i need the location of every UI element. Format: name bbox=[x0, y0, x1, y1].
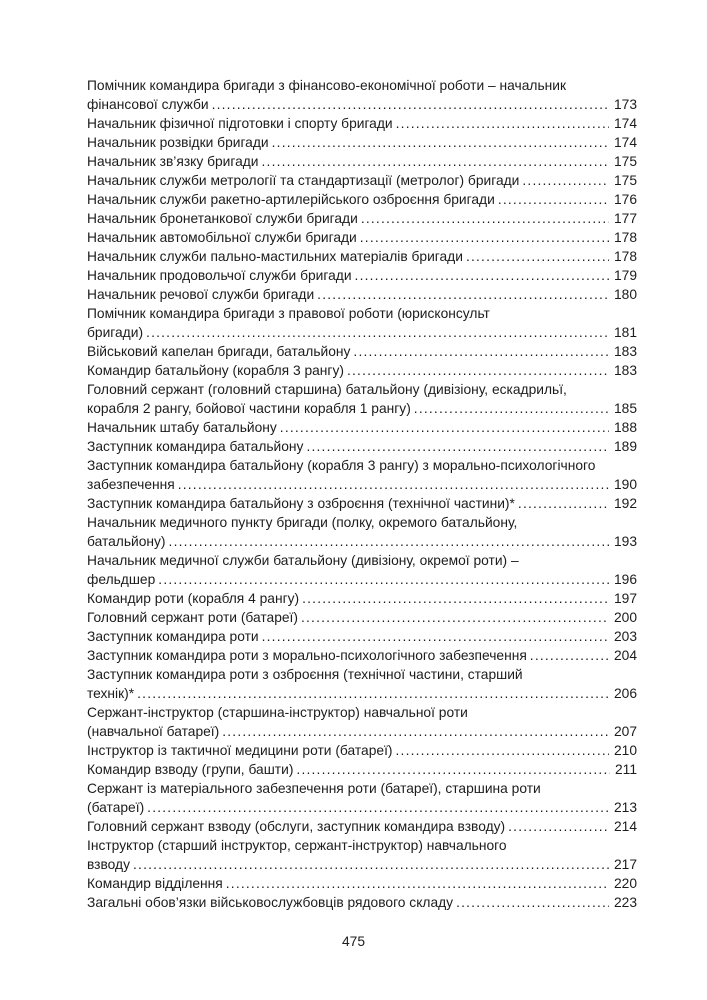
toc-entry-text: Заступник командира роти з морально-психологічного забезпечення bbox=[87, 648, 527, 663]
toc-entry-text: Начальник медичного пункту бригади (полку, окремого батальйону, bbox=[87, 515, 518, 530]
toc-entry-line bbox=[87, 152, 637, 171]
toc-entry-text: Загальні обов’язки військовослужбовців рядового складу bbox=[87, 895, 454, 910]
toc-entry-text: Начальник автомобільної служби бригади bbox=[87, 230, 357, 245]
dot-leader bbox=[169, 532, 609, 551]
toc-entry-text: Заступник командира батальйону bbox=[87, 439, 304, 454]
toc-entry-line bbox=[87, 95, 637, 114]
toc-page-number: 193 bbox=[613, 534, 637, 549]
toc-entry-text: Помічник командира бригади з правової роботи (юрисконсульт bbox=[87, 306, 490, 321]
toc-entry-text: Головний сержант (головний старшина) батальйону (дивізіону, ескадрильї, bbox=[87, 382, 567, 397]
toc-entry-text: забезпечення bbox=[87, 477, 175, 492]
toc-page-number: 183 bbox=[613, 363, 637, 378]
toc-entry-line bbox=[87, 874, 637, 893]
toc-entry-line bbox=[87, 570, 637, 589]
toc-entry-line bbox=[87, 722, 637, 741]
toc-entry-text: фельдшер bbox=[87, 572, 156, 587]
toc-page-number: 192 bbox=[613, 496, 637, 511]
toc-page-number: 200 bbox=[613, 610, 637, 625]
dot-leader bbox=[280, 418, 609, 437]
dot-leader bbox=[306, 437, 609, 456]
toc-entry-line bbox=[87, 190, 637, 209]
toc-page-number: 178 bbox=[613, 249, 637, 264]
toc-entry-text: Командир відділення bbox=[87, 876, 223, 891]
toc-page-number: 177 bbox=[613, 211, 637, 226]
toc-page-number: 181 bbox=[613, 325, 637, 340]
toc-entry-line bbox=[87, 76, 637, 95]
toc-entry-line bbox=[87, 760, 637, 779]
toc-entry-line bbox=[87, 285, 637, 304]
toc-entry-line bbox=[87, 608, 637, 627]
toc-entry-text: корабля 2 рангу, бойової частини корабля 1 рангу) bbox=[87, 401, 411, 416]
toc-entry-line bbox=[87, 646, 637, 665]
dot-leader bbox=[498, 190, 609, 209]
toc-entry-text: Інструктор із тактичної медицини роти (батареї) bbox=[87, 743, 393, 758]
dot-leader bbox=[158, 570, 609, 589]
toc-entry-text: Заступник командира батальйону з озброєння (технічної частини)* bbox=[87, 496, 515, 511]
dot-leader bbox=[317, 285, 609, 304]
toc-entry-line bbox=[87, 532, 637, 551]
table-of-contents bbox=[87, 76, 637, 912]
toc-page-number: 189 bbox=[613, 439, 637, 454]
toc-page-number: 183 bbox=[613, 344, 637, 359]
toc-page-number: 179 bbox=[613, 268, 637, 283]
dot-leader bbox=[466, 247, 609, 266]
toc-entry-line bbox=[87, 266, 637, 285]
toc-entry-line bbox=[87, 418, 637, 437]
dot-leader bbox=[361, 209, 609, 228]
toc-entry-text: батальйону) bbox=[87, 534, 166, 549]
toc-entry-line bbox=[87, 798, 637, 817]
toc-entry-text: Заступник командира батальйону (корабля 3 рангу) з морально-психологічного bbox=[87, 458, 596, 473]
toc-page-number: 173 bbox=[613, 97, 637, 112]
toc-page-number: 176 bbox=[613, 192, 637, 207]
toc-page-number: 188 bbox=[613, 420, 637, 435]
toc-page-number: 185 bbox=[613, 401, 637, 416]
toc-entry-text: Заступник командира роти з озброєння (технічної частини, старший bbox=[87, 667, 523, 682]
toc-entry-text: бригади) bbox=[87, 325, 144, 340]
toc-page-number: 175 bbox=[613, 154, 637, 169]
toc-page-number: 207 bbox=[613, 724, 637, 739]
toc-entry-text: Командир взводу (групи, башти) bbox=[87, 762, 294, 777]
toc-entry-text: (батареї) bbox=[87, 800, 145, 815]
toc-entry-text: Начальник бронетанкової служби бригади bbox=[87, 211, 358, 226]
toc-entry-line bbox=[87, 703, 637, 722]
toc-entry-line bbox=[87, 627, 637, 646]
dot-leader bbox=[353, 342, 609, 361]
toc-entry-text: Начальник продовольчої служби бригади bbox=[87, 268, 352, 283]
toc-entry-line bbox=[87, 741, 637, 760]
toc-entry-line bbox=[87, 684, 637, 703]
toc-entry-line bbox=[87, 114, 637, 133]
toc-entry-text: Начальник служби пально-мастильних матеріалів бригади bbox=[87, 249, 463, 264]
dot-leader bbox=[262, 627, 609, 646]
dot-leader bbox=[262, 152, 609, 171]
toc-entry-text: Начальник речової служби бригади bbox=[87, 287, 315, 302]
toc-page-number: 211 bbox=[615, 762, 637, 777]
toc-entry-text: Головний сержант взводу (обслуги, заступник командира взводу) bbox=[87, 819, 506, 834]
dot-leader bbox=[178, 475, 609, 494]
toc-entry-line bbox=[87, 323, 637, 342]
toc-entry-text: Начальник штабу батальйону bbox=[87, 420, 277, 435]
toc-entry-line bbox=[87, 475, 637, 494]
toc-entry-text: взводу bbox=[87, 857, 130, 872]
toc-page-number: 178 bbox=[613, 230, 637, 245]
dot-leader bbox=[226, 874, 609, 893]
toc-entry-text: Командир батальйону (корабля 3 рангу) bbox=[87, 363, 344, 378]
dot-leader bbox=[347, 361, 609, 380]
dot-leader bbox=[147, 798, 609, 817]
toc-entry-line bbox=[87, 171, 637, 190]
toc-entry-line bbox=[87, 456, 637, 475]
toc-page-number: 174 bbox=[613, 135, 637, 150]
toc-entry-line bbox=[87, 665, 637, 684]
toc-entry-text: Начальник фізичної підготовки і спорту бригади bbox=[87, 116, 393, 131]
dot-leader bbox=[272, 133, 609, 152]
toc-entry-text: Сержант із матеріального забезпечення роти (батареї), старшина роти bbox=[87, 781, 541, 796]
toc-entry-line bbox=[87, 817, 637, 836]
toc-entry-line bbox=[87, 494, 637, 513]
toc-page-number: 206 bbox=[613, 686, 637, 701]
toc-entry-text: Заступник командира роти bbox=[87, 629, 259, 644]
dot-leader bbox=[508, 817, 609, 836]
toc-entry-line bbox=[87, 380, 637, 399]
dot-leader bbox=[302, 589, 609, 608]
dot-leader bbox=[414, 399, 609, 418]
toc-entry-line bbox=[87, 304, 637, 323]
toc-entry-text: Головний сержант роти (батареї) bbox=[87, 610, 298, 625]
toc-page-number: 210 bbox=[613, 743, 637, 758]
toc-entry-line bbox=[87, 342, 637, 361]
toc-entry-line bbox=[87, 437, 637, 456]
toc-entry-text: Начальник зв’язку бригади bbox=[87, 154, 259, 169]
dot-leader bbox=[518, 494, 609, 513]
dot-leader bbox=[355, 266, 609, 285]
toc-page-number: 180 bbox=[613, 287, 637, 302]
toc-entry-text: Командир роти (корабля 4 рангу) bbox=[87, 591, 300, 606]
dot-leader bbox=[137, 684, 609, 703]
toc-entry-text: Помічник командира бригади з фінансово-економічної роботи – начальник bbox=[87, 78, 566, 93]
toc-page-number: 204 bbox=[613, 648, 637, 663]
toc-page-number: 214 bbox=[613, 819, 637, 834]
toc-entry-line bbox=[87, 228, 637, 247]
toc-entry-line bbox=[87, 133, 637, 152]
toc-page-number: 190 bbox=[613, 477, 637, 492]
dot-leader bbox=[146, 323, 609, 342]
toc-entry-line bbox=[87, 399, 637, 418]
toc-entry-line bbox=[87, 513, 637, 532]
toc-page-number: 196 bbox=[613, 572, 637, 587]
dot-leader bbox=[222, 722, 609, 741]
toc-entry-text: Начальник розвідки бригади bbox=[87, 135, 269, 150]
toc-entry-text: Сержант-інструктор (старшина-інструктор) навчальної роти bbox=[87, 705, 468, 720]
toc-entry-text: Інструктор (старший інструктор, сержант-інструктор) навчального bbox=[87, 838, 507, 853]
toc-entry-line bbox=[87, 209, 637, 228]
toc-entry-line bbox=[87, 836, 637, 855]
toc-page-number: 213 bbox=[613, 800, 637, 815]
dot-leader bbox=[522, 171, 609, 190]
toc-entry-line bbox=[87, 893, 637, 912]
toc-entry-text: Начальник служби метрології та стандартизації (метролог) бригади bbox=[87, 173, 520, 188]
dot-leader bbox=[296, 760, 610, 779]
toc-entry-text: Начальник медичної служби батальйону (дивізіону, окремої роти) – bbox=[87, 553, 519, 568]
dot-leader bbox=[133, 855, 609, 874]
dot-leader bbox=[396, 114, 609, 133]
toc-entry-line bbox=[87, 247, 637, 266]
toc-entry-line bbox=[87, 855, 637, 874]
toc-entry-text: фінансової служби bbox=[87, 97, 209, 112]
toc-entry-line bbox=[87, 589, 637, 608]
dot-leader bbox=[530, 646, 609, 665]
dot-leader bbox=[456, 893, 609, 912]
toc-entry-line bbox=[87, 551, 637, 570]
toc-page-number: 217 bbox=[613, 857, 637, 872]
dot-leader bbox=[301, 608, 609, 627]
toc-entry-text: (навчальної батареї) bbox=[87, 724, 220, 739]
toc-entry-line bbox=[87, 361, 637, 380]
toc-page-number: 220 bbox=[613, 876, 637, 891]
dot-leader bbox=[212, 95, 609, 114]
footer-page-number: 475 bbox=[341, 934, 366, 949]
toc-page-number: 175 bbox=[613, 173, 637, 188]
toc-entry-line bbox=[87, 779, 637, 798]
toc-page-number: 203 bbox=[613, 629, 637, 644]
toc-entry-text: Військовий капелан бригади, батальйону bbox=[87, 344, 351, 359]
toc-page-number: 174 bbox=[613, 116, 637, 131]
toc-page-number: 197 bbox=[613, 591, 637, 606]
dot-leader bbox=[396, 741, 609, 760]
toc-entry-text: технік)* bbox=[87, 686, 135, 701]
dot-leader bbox=[360, 228, 609, 247]
toc-entry-text: Начальник служби ракетно-артилерійського озброєння бригади bbox=[87, 192, 495, 207]
toc-page-number: 223 bbox=[613, 895, 637, 910]
